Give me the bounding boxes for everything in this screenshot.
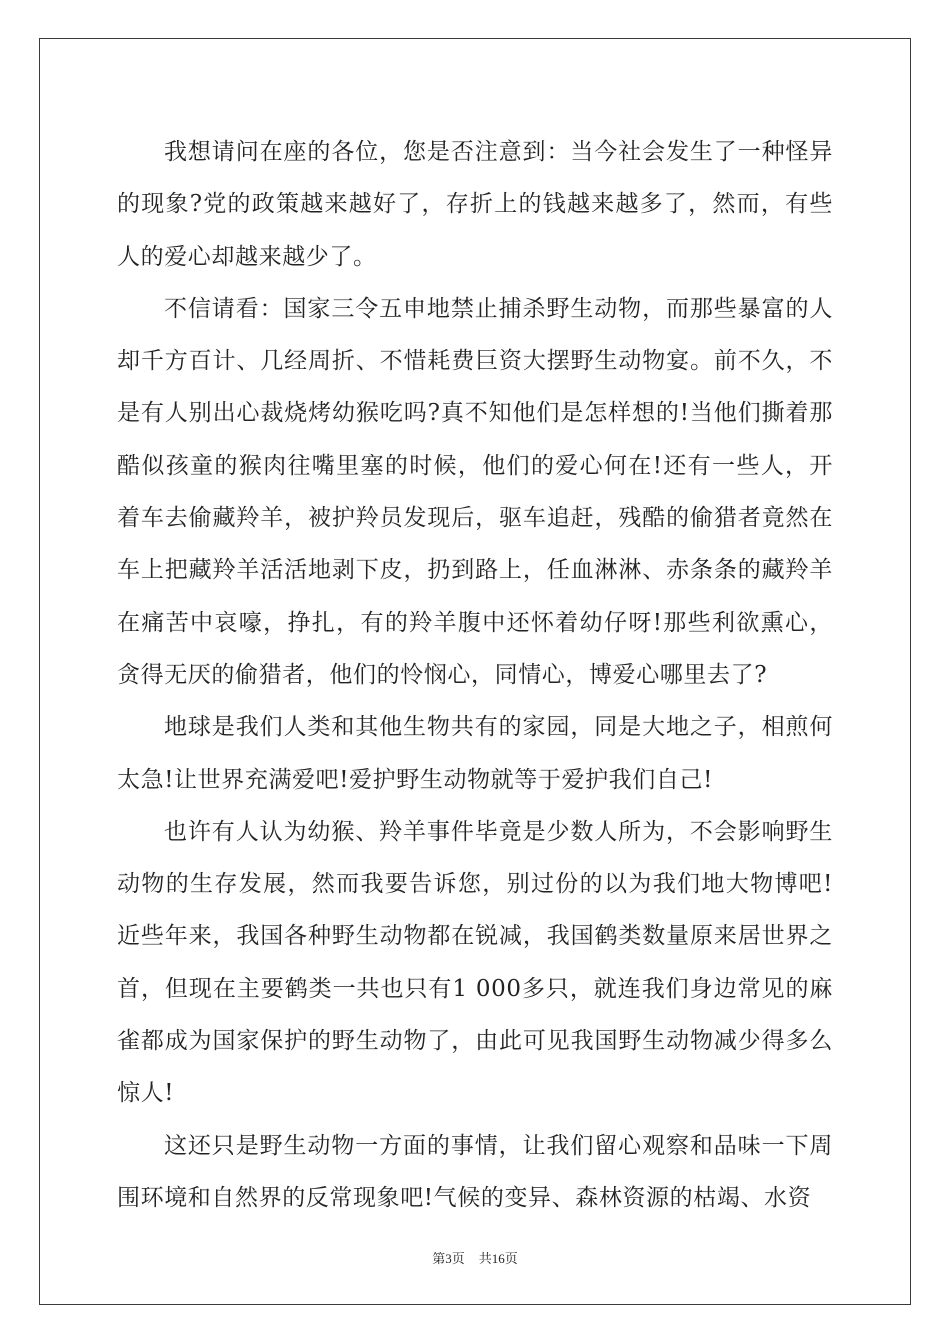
paragraph-2: 不信请看：国家三令五申地禁止捕杀野生动物，而那些暴富的人却千方百计、几经周折、不惜耗费巨资大摆野生动物宴。前不久，不是有人别出心裁烧烤幼猴吃吗?真不知他们是怎样想的!当他们撕着那酷似孩童的猴肉往嘴里塞的时候，他们的爱心何在!还有一些人，开着车去偷藏羚羊，被护羚员发现后，驱车追赶，残酷的偷猎者竟然在车上把藏羚羊活活地剥下皮，扔到路上，任血淋淋、赤条条的藏羚羊在痛苦中哀嚎，挣扎，有的羚羊腹中还怀着幼仔呀!那些利欲熏心，贪得无厌的偷猎者，他们的怜悯心，同情心，博爱心哪里去了?: [117, 295, 833, 688]
total-pages-label: 共16页: [478, 1251, 518, 1266]
paragraph-1: 我想请问在座的各位，您是否注意到：当今社会发生了一种怪异的现象?党的政策越来越好了，存折上的钱越来越多了，然而，有些人的爱心却越来越少了。: [117, 139, 833, 270]
page-footer: [0, 1248, 950, 1267]
paragraph-4: 也许有人认为幼猴、羚羊事件毕竟是少数人所为，不会影响野生动物的生存发展，然而我要告诉您，别过份的以为我们地大物博吧!近些年来，我国各种野生动物都在锐减，我国鹤类数量原来居世界之首，但现在主要鹤类一共也只有1 000多只，就连我们身边常见的麻雀都成为国家保护的野生动物了，由此可见我国野生动物减少得多么惊人!: [117, 818, 833, 1107]
paragraph-5: 这还只是野生动物一方面的事情，让我们留心观察和品味一下周围环境和自然界的反常现象吧!气候的变异、森林资源的枯竭、水资: [117, 1132, 833, 1211]
document-body: [117, 126, 833, 1224]
paragraph-3: 地球是我们人类和其他生物共有的家园，同是大地之子，相煎何太急!让世界充满爱吧!爱护野生动物就等于爱护我们自己!: [117, 714, 833, 793]
current-page-label: 第3页: [432, 1251, 465, 1266]
